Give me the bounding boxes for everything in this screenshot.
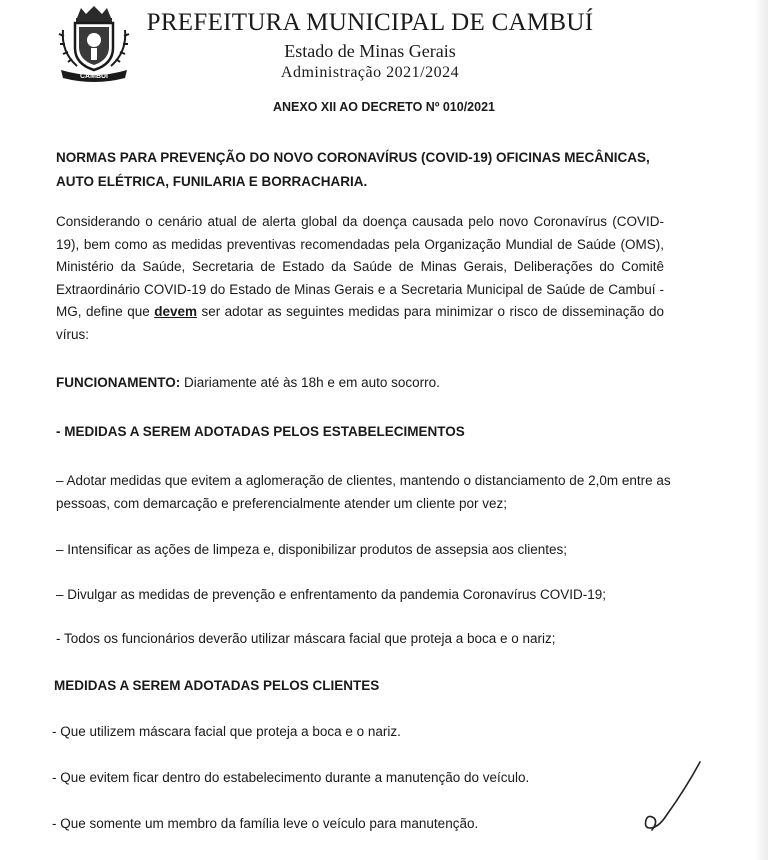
intro-emphasis: devem bbox=[154, 304, 197, 319]
norms-title: NORMAS PARA PREVENÇÃO DO NOVO CORONAVÍRUS (COVID-19) OFICINAS MECÂNICAS, AUTO ELÉTRICA, FUNILARIA E BORRACHARIA. bbox=[56, 150, 650, 189]
administration-period: Administração 2021/2024 bbox=[280, 64, 460, 81]
municipality-title: PREFEITURA MUNICIPAL DE CAMBUÍ bbox=[146, 9, 594, 36]
signature-icon bbox=[636, 758, 706, 836]
municipal-seal-icon bbox=[55, 4, 133, 82]
operation-label: FUNCIONAMENTO: bbox=[56, 375, 181, 390]
seal-ribbon-text: CAMBUÍ bbox=[80, 73, 108, 80]
clients-heading: MEDIDAS A SEREM ADOTADAS PELOS CLIENTES bbox=[54, 678, 380, 693]
establishment-item-2: – Intensificar as ações de limpeza e, disponibilizar produtos de assepsia aos clientes; bbox=[56, 542, 568, 557]
operation-line bbox=[56, 375, 440, 390]
intro-text-after: ser adotar as seguintes medidas para minimizar o risco de disseminação do vírus: bbox=[56, 304, 664, 342]
establishments-heading: - MEDIDAS A SEREM ADOTADAS PELOS ESTABELECIMENTOS bbox=[56, 424, 465, 439]
client-item-3: - Que somente um membro da família leve o veículo para manutenção. bbox=[52, 816, 479, 831]
establishment-item-4: - Todos os funcionários deverão utilizar máscara facial que proteja a boca e o nariz; bbox=[56, 631, 556, 646]
client-item-2: - Que evitem ficar dentro do estabelecimento durante a manutenção do veículo. bbox=[52, 770, 530, 785]
client-item-1: - Que utilizem máscara facial que proteja a boca e o nariz. bbox=[52, 724, 401, 739]
establishment-item-1: – Adotar medidas que evitem a aglomeração de clientes, mantendo o distanciamento de 2,0m entre as bbox=[56, 473, 671, 488]
state-subtitle: Estado de Minas Gerais bbox=[284, 41, 456, 61]
establishment-item-1-cont: pessoas, com demarcação e preferencialmente atender um cliente por vez; bbox=[56, 496, 507, 511]
operation-text: Diariamente até às 18h e em auto socorro. bbox=[180, 375, 440, 390]
letterhead bbox=[140, 8, 600, 83]
intro-text-before: Considerando o cenário atual de alerta global da doença causada pelo novo Coronavírus (COVID-19), bem como as medidas preventivas recomendadas pela Organização Mundial de Saúde (OMS), Ministério da Saúde, Secretaria de Estado da Saúde de Minas Gerais, Deliberações do Comitê Extraordinário COVID-19 do Estado de Minas Gerais e a Secretaria Municipal de Saúde de Cambuí - MG, define que bbox=[56, 214, 664, 319]
establishment-item-3: – Divulgar as medidas de prevenção e enfrentamento da pandemia Coronavírus COVID-19; bbox=[56, 587, 607, 602]
intro-paragraph bbox=[56, 211, 664, 346]
page-edge-shadow bbox=[754, 0, 768, 860]
annex-title: ANEXO XII AO DECRETO Nº 010/2021 bbox=[272, 100, 495, 114]
